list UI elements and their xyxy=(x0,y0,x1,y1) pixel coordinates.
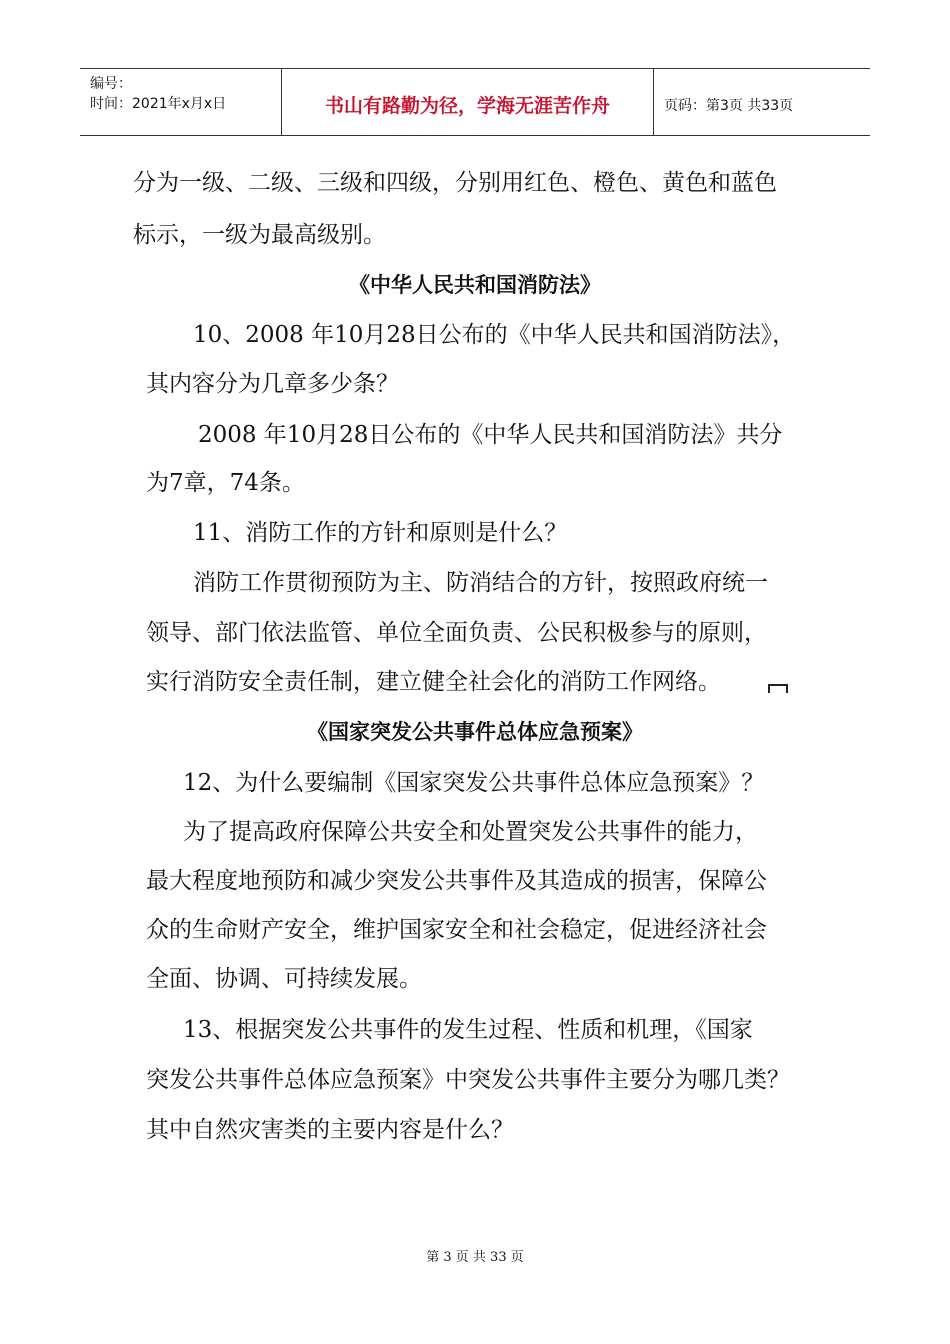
body-line: 分为一级、二级、三级和四级，分别用红色、橙色、黄色和蓝色 xyxy=(133,170,777,196)
page-header xyxy=(80,68,870,136)
question-line: 其中自然灾害类的主要内容是什么？ xyxy=(146,1117,514,1143)
header-meta xyxy=(80,69,282,135)
question-line: 13、根据突发公共事件的发生过程、性质和机理，《国家 xyxy=(183,1017,753,1043)
question-line: 突发公共事件总体应急预案》中突发公共事件主要分为哪几类？ xyxy=(146,1067,790,1093)
question-line: 10、2008 年10月28日公布的《中华人民共和国消防法》， xyxy=(193,322,796,348)
answer-line: 为了提高政府保障公共安全和处置突发公共事件的能力， xyxy=(183,819,758,845)
answer-line: 最大程度地预防和减少突发公共事件及其造成的损害，保障公 xyxy=(146,868,767,894)
answer-line: 实行消防安全责任制，建立健全社会化的消防工作网络。 xyxy=(146,669,721,695)
motto: 书山有路勤为径，学海无涯苦作舟 xyxy=(324,95,610,117)
section-heading: 《国家突发公共事件总体应急预案》 xyxy=(307,720,643,744)
answer-line: 领导、部门依法监管、单位全面负责、公民积极参与的原则， xyxy=(146,620,767,646)
answer-line: 为7章，74条。 xyxy=(146,470,305,496)
page-label: 页码：第3页 共33页 xyxy=(664,98,794,114)
header-motto-cell xyxy=(282,69,654,135)
number-label: 编号： xyxy=(90,76,132,92)
question-line: 11、消防工作的方针和原则是什么？ xyxy=(193,520,568,546)
answer-line: 2008 年10月28日公布的《中华人民共和国消防法》共分 xyxy=(198,422,783,448)
time-label: 时间：2021年x月x日 xyxy=(90,96,227,112)
answer-line: 消防工作贯彻预防为主、防消结合的方针，按照政府统一 xyxy=(193,570,768,596)
section-heading: 《中华人民共和国消防法》 xyxy=(349,273,601,297)
question-line: 其内容分为几章多少条？ xyxy=(146,371,399,397)
bracket-mark xyxy=(768,684,788,693)
answer-line: 众的生命财产安全，维护国家安全和社会稳定，促进经济社会 xyxy=(146,917,767,943)
header-page-cell xyxy=(654,69,870,135)
body-line: 标示，一级为最高级别。 xyxy=(133,222,386,248)
answer-line: 全面、协调、可持续发展。 xyxy=(146,966,422,992)
question-line: 12、为什么要编制《国家突发公共事件总体应急预案》？ xyxy=(183,770,765,796)
page-footer: 第 3 页 共 33 页 xyxy=(426,1250,524,1265)
